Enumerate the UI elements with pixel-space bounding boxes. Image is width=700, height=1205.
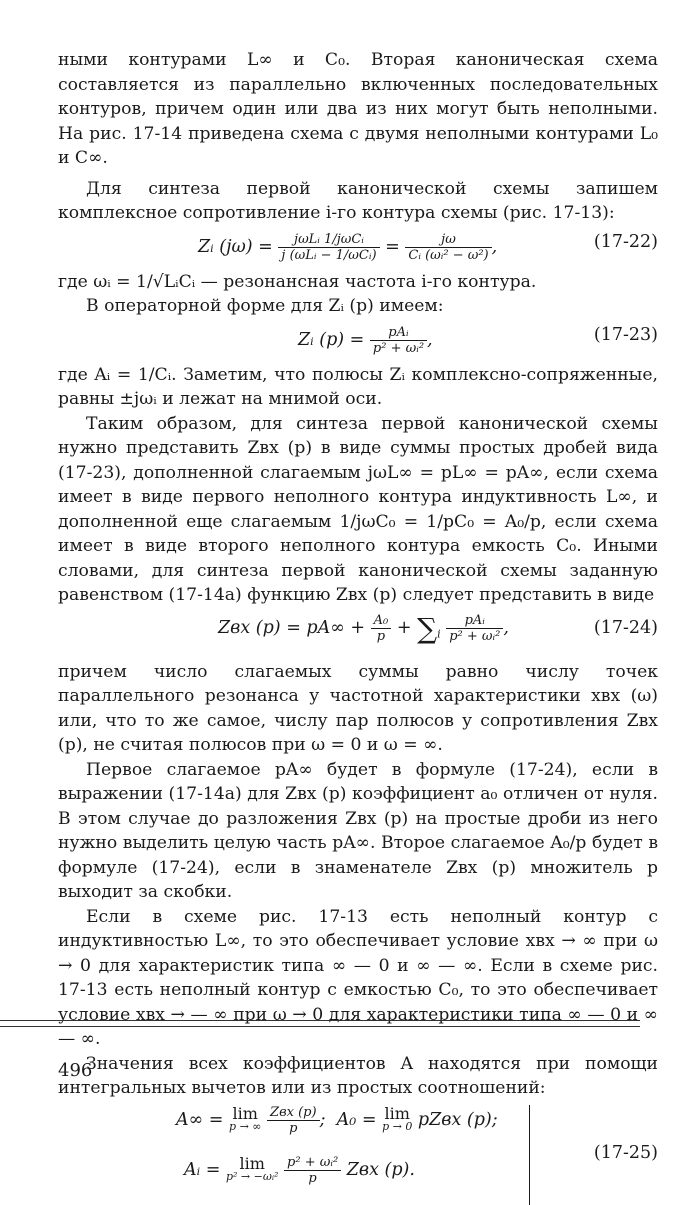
right-brace (529, 1105, 540, 1205)
equation-number: (17-25) (593, 1142, 658, 1163)
footer-rule-2 (0, 1026, 640, 1027)
paragraph-8: Первое слагаемое pA∞ будет в формуле (17-24), если в выражении (17-14а) для Zвх (p) коэффициент a₀ отличен от нуля. В этом случае до разложения Zвх (p) на простые дроби из него нужно выделить целую часть pA∞. Второе слагаемое A₀/p будет в формуле (17-24), если в знаменателе Zвх (p) множитель p выходит за скобки. (58, 759, 658, 902)
paragraph-3: где ωᵢ = 1/√LᵢCᵢ — резонансная частота i-го контура. (58, 271, 537, 292)
equation-number: (17-23) (593, 324, 658, 345)
paragraph-2: Для синтеза первой канонической схемы запишем комплексное сопротивление i-го контура схемы (рис. 17-13): (58, 178, 658, 223)
paragraph-1: ными контурами L∞ и C₀. Вторая каноническая схема составляется из параллельно включенных последовательных контуров, причем один или два из них могут быть неполными. На рис. 17-14 приведена схема с двумя неполными контурами L₀ и C∞. (58, 50, 658, 168)
paragraph-7: причем число слагаемых суммы равно числу точек параллельного резонанса у частотной характеристики xвх (ω) или, что то же самое, числу пар полюсов у сопротивления Zвх (p), не считая полюсов при ω = 0 и ω = ∞. (58, 661, 658, 755)
paragraph-4: В операторной форме для Zᵢ (p) имеем: (86, 296, 444, 316)
paragraph-10: Значения всех коэффициентов A находятся при помощи интегральных вычетов или из простых соотношений: (58, 1053, 658, 1098)
formula-17-23: Zᵢ (p) = $\frac{\text{pAᵢ}}{\text{p² + ωᵢ²}}$ , (17-23) (298, 324, 658, 356)
paragraph-6: Таким образом, для синтеза первой канонической схемы нужно представить Zвх (p) в виде суммы простых дробей вида (17-23), дополненной слагаемым jωL∞ = pL∞ = pA∞, если схема имеет в виде первого неполного контура индуктивность L∞, и дополненной еще слагаемым 1/jωC₀ = 1/pC₀ = A₀/p, если схема имеет в виде второго неполного контура емкость C₀. Иными словами, для синтеза первой канонической схемы заданную равенством (17-14а) функцию Zвх (p) следует представить в виде (58, 413, 658, 605)
equation-number: (17-22) (593, 231, 658, 252)
page-number: 496 (58, 1060, 93, 1081)
formula-17-25: A∞ = lim p → ∞ $\frac{\text{Zвх (p)}}{p}$ ; A₀ = lim p → 0 pZвх (p); Aᵢ = lim p² → −ωᵢ² $\frac{\text{p² + ωᵢ²}}{p}$ Zвх (p). (17-25) (58, 1105, 658, 1205)
formula-17-22: Zᵢ (jω) = $\frac{\text{jωLᵢ 1/jωCᵢ}}{\text{j (ωLᵢ − 1/ωCᵢ)}}$ = $\frac{j\omega}{\text{Cᵢ (ωᵢ² − ω²)}}$ , (17-22) (198, 231, 658, 263)
paragraph-5: где Aᵢ = 1/Cᵢ. Заметим, что полюсы Zᵢ комплексно-сопряженные, равны ±jωᵢ и лежат на мнимой оси. (58, 364, 658, 409)
page-body (58, 48, 658, 1205)
paragraph-9: Если в схеме рис. 17-13 есть неполный контур с индуктивностью L∞, то это обеспечивает условие xвх → ∞ при ω → 0 для характеристик типа ∞ — 0 и ∞ — ∞. Если в схеме рис. 17-13 есть неполный контур с емкостью C₀, то это обеспечивает условие xвх → — ∞ при ω → 0 для характеристики типа ∞ — 0 и ∞ — ∞. (58, 906, 658, 1049)
formula-17-24: Zвх (p) = pA∞ + $\frac{\text{A₀}}{p}$ + $\sum_i$ $\frac{\text{pAᵢ}}{\text{p² + ωᵢ²}}$ , (17-24) (218, 611, 658, 645)
footer-rule-1 (0, 1020, 640, 1021)
equation-number: (17-24) (593, 617, 658, 638)
